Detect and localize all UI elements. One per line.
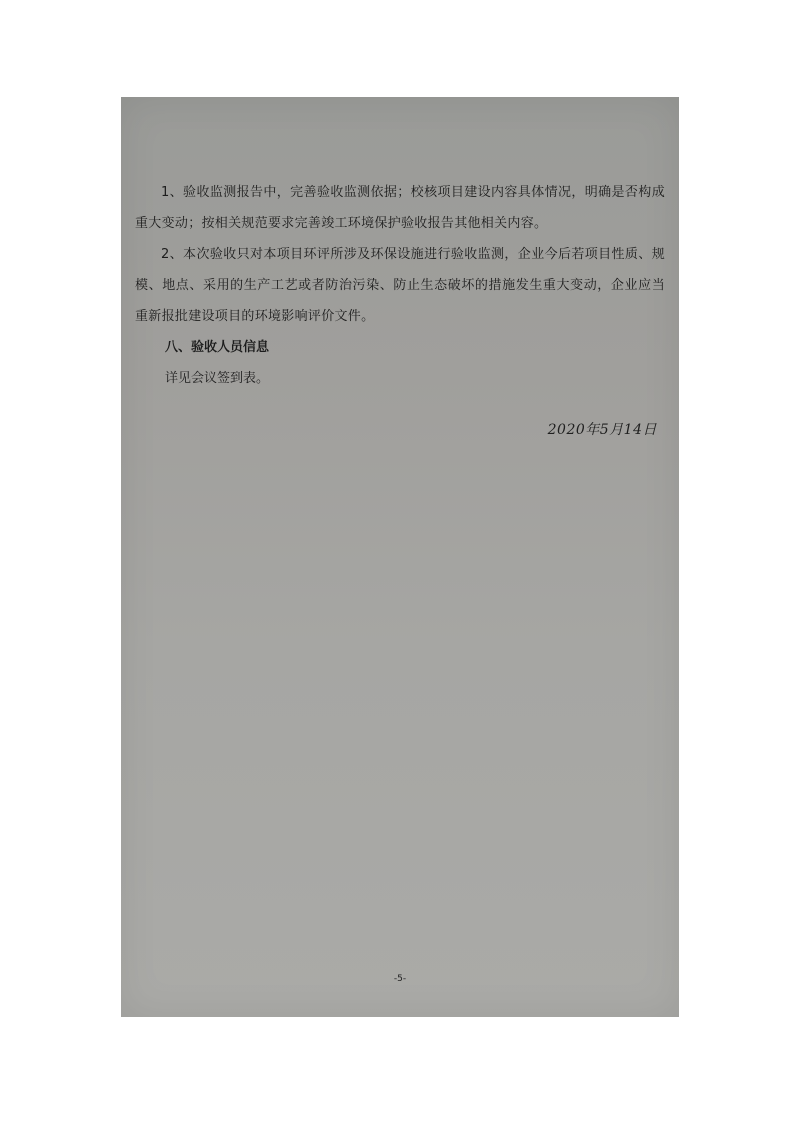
paragraph-item-1: 1、验收监测报告中，完善验收监测依据；校核项目建设内容具体情况，明确是否构成重大变动；按相关规范要求完善竣工环境保护验收报告其他相关内容。 (135, 185, 665, 231)
section-heading: 八、验收人员信息 (165, 340, 270, 355)
paragraph-item-2: 2、本次验收只对本项目环评所涉及环保设施进行验收监测，企业今后若项目性质、规模、地点、采用的生产工艺或者防治污染、防止生态破坏的措施发生重大变动，企业应当重新报批建设项目的环境影响评价文件。 (135, 247, 665, 324)
page-number: -5- (393, 974, 407, 984)
section-text: 详见会议签到表。 (165, 371, 270, 386)
handwritten-date: 2020年5月14日 (547, 422, 657, 438)
document-page (121, 97, 679, 1017)
